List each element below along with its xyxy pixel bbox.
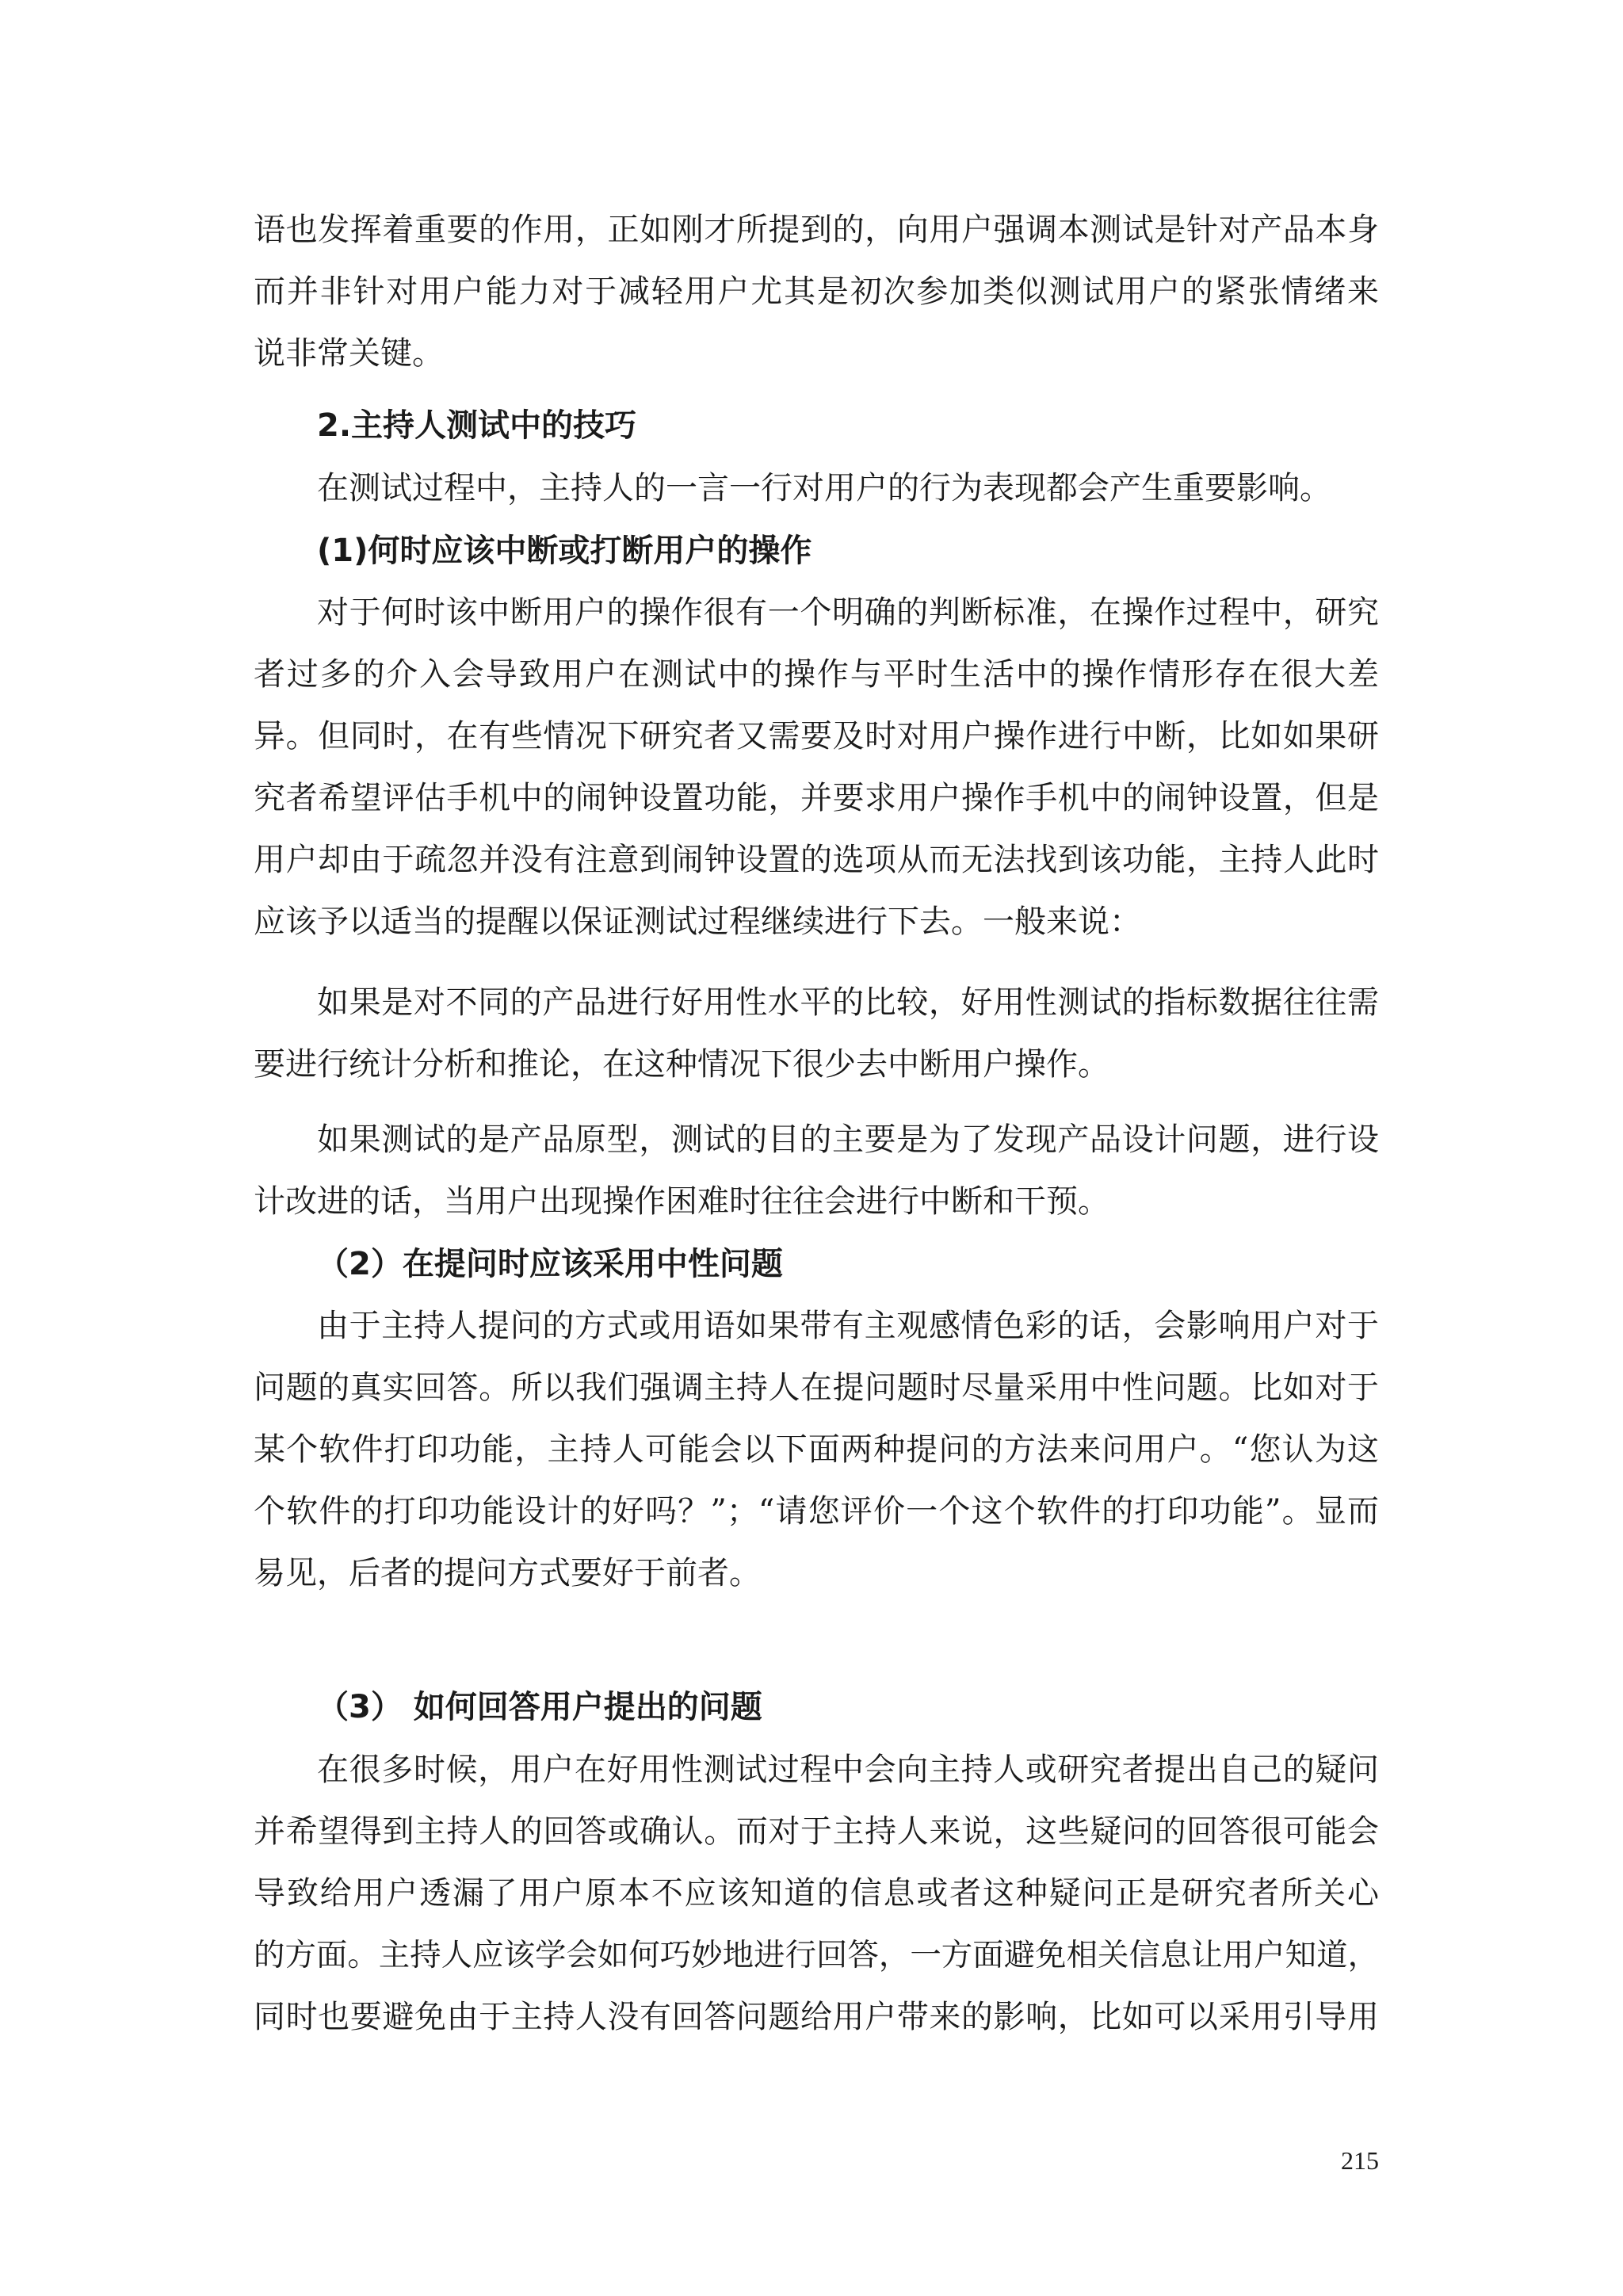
body-line: 用户却由于疏忽并没有注意到闹钟设置的选项从而无法找到该功能，主持人此时 [254,842,1379,878]
subsection-heading: （3） 如何回答用户提出的问题 [317,1689,762,1725]
body-line: 者过多的介入会导致用户在测试中的操作与平时生活中的操作情形存在很大差 [254,656,1379,693]
body-line: 语也发挥着重要的作用，正如刚才所提到的，向用户强调本测试是针对产品本身 [254,212,1379,248]
body-line: 导致给用户透漏了用户原本不应该知道的信息或者这种疑问正是研究者所关心 [254,1875,1379,1912]
body-line: 并希望得到主持人的回答或确认。而对于主持人来说，这些疑问的回答很可能会 [254,1813,1379,1850]
page-number: 215 [1341,2146,1379,2175]
body-line: 如果是对不同的产品进行好用性水平的比较，好用性测试的指标数据往往需 [317,984,1379,1021]
subsection-heading: （2）在提问时应该采用中性问题 [317,1246,783,1282]
body-line: 在很多时候，用户在好用性测试过程中会向主持人或研究者提出自己的疑问 [317,1752,1379,1788]
body-line: 在测试过程中，主持人的一言一行对用户的行为表现都会产生重要影响。 [317,470,1331,506]
body-line: 如果测试的是产品原型，测试的目的主要是为了发现产品设计问题，进行设 [317,1121,1379,1158]
body-line: 要进行统计分析和推论，在这种情况下很少去中断用户操作。 [254,1046,1109,1083]
body-line: 易见，后者的提问方式要好于前者。 [254,1555,761,1591]
body-line: 对于何时该中断用户的操作很有一个明确的判断标准，在操作过程中，研究 [317,594,1379,631]
body-line: 应该予以适当的提醒以保证测试过程继续进行下去。一般来说： [254,904,1141,940]
body-line: 由于主持人提问的方式或用语如果带有主观感情色彩的话，会影响用户对于 [317,1308,1379,1344]
subsection-heading: (1)何时应该中断或打断用户的操作 [317,533,812,569]
body-line: 说非常关键。 [254,335,444,372]
body-line: 同时也要避免由于主持人没有回答问题给用户带来的影响，比如可以采用引导用 [254,1999,1379,2035]
body-line: 问题的真实回答。所以我们强调主持人在提问题时尽量采用中性问题。比如对于 [254,1370,1379,1406]
body-line: 计改进的话，当用户出现操作困难时往往会进行中断和干预。 [254,1183,1109,1220]
body-line: 个软件的打印功能设计的好吗？”；“请您评价一个这个软件的打印功能”。显而 [254,1493,1379,1530]
body-line: 究者希望评估手机中的闹钟设置功能，并要求用户操作手机中的闹钟设置，但是 [254,780,1379,816]
body-line: 而并非针对用户能力对于减轻用户尤其是初次参加类似测试用户的紧张情绪来 [254,273,1379,310]
section-heading: 2.主持人测试中的技巧 [317,407,637,444]
body-line: 某个软件打印功能，主持人可能会以下面两种提问的方法来问用户。“您认为这 [254,1431,1379,1468]
body-line: 异。但同时，在有些情况下研究者又需要及时对用户操作进行中断，比如如果研 [254,718,1379,755]
body-line: 的方面。主持人应该学会如何巧妙地进行回答，一方面避免相关信息让用户知道， [254,1937,1379,1973]
